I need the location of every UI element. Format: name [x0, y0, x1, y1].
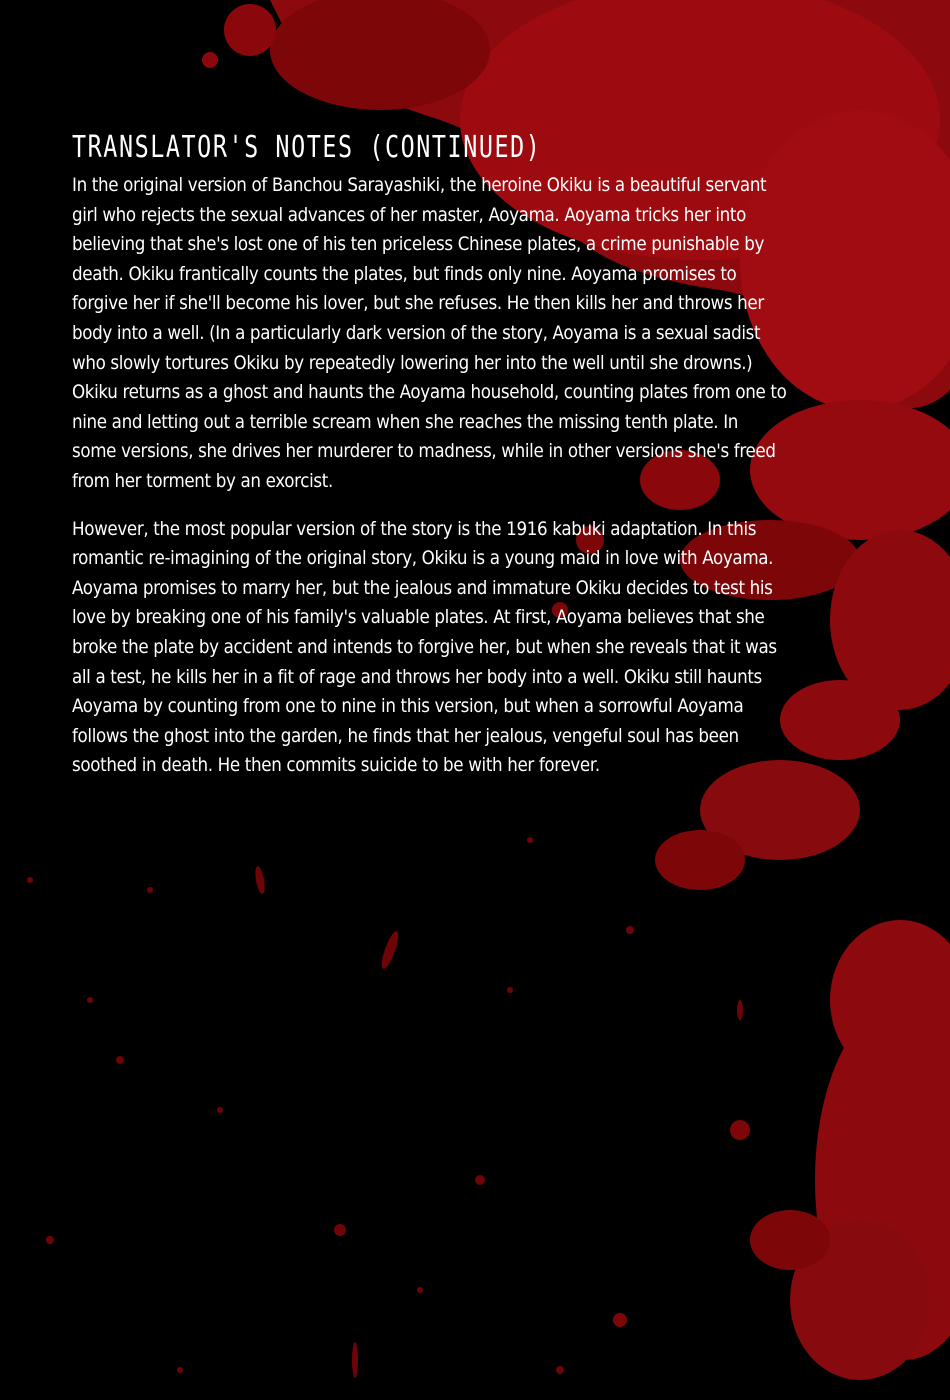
translator-notes: [72, 130, 932, 799]
text-line: some versions, she drives her murderer to madness, while in other versions she's freed: [72, 440, 776, 463]
text-line: Okiku returns as a ghost and haunts the Aoyama household, counting plates from one to: [72, 381, 787, 404]
text-line: Aoyama by counting from one to nine in this version, but when a sorrowful Aoyama: [72, 695, 744, 718]
notes-paragraph-2: [72, 515, 932, 781]
text-line: from her torment by an exorcist.: [72, 469, 333, 492]
notes-paragraph-1: [72, 171, 932, 497]
text-line: body into a well. (In a particularly dark version of the story, Aoyama is a sexual sadist: [72, 321, 761, 344]
text-line: who slowly tortures Okiku by repeatedly lowering her into the well until she drowns.): [72, 351, 753, 374]
text-line: In the original version of Banchou Sarayashiki, the heroine Okiku is a beautiful servant: [72, 174, 767, 196]
text-line: death. Okiku frantically counts the plates, but finds only nine. Aoyama promises to: [72, 262, 737, 285]
text-line: nine and letting out a terrible scream when she reaches the missing tenth plate. In: [72, 410, 739, 433]
text-line: romantic re-imagining of the original story, Okiku is a young maid in love with Aoyama.: [72, 547, 774, 570]
text-line: soothed in death. He then commits suicide to be with her forever.: [72, 754, 600, 777]
text-line: all a test, he kills her in a fit of rage and throws her body into a well. Okiku still haunts: [72, 665, 762, 688]
text-line: believing that she's lost one of his ten priceless Chinese plates, a crime punishable by: [72, 233, 765, 256]
text-line: However, the most popular version of the story is the 1916 kabuki adaptation. In this: [72, 517, 757, 540]
text-line: broke the plate by accident and intends to forgive her, but when she reveals that it was: [72, 635, 777, 658]
notes-title: TRANSLATOR'S NOTES (CONTINUED): [72, 130, 542, 165]
text-line: follows the ghost into the garden, he finds that her jealous, vengeful soul has been: [72, 724, 739, 747]
text-line: Aoyama promises to marry her, but the jealous and immature Okiku decides to test his: [72, 576, 773, 599]
text-line: forgive her if she'll become his lover, but she refuses. He then kills her and throws her: [72, 292, 764, 315]
text-line: girl who rejects the sexual advances of her master, Aoyama. Aoyama tricks her into: [72, 203, 747, 226]
text-line: love by breaking one of his family's valuable plates. At first, Aoyama believes that she: [72, 606, 765, 629]
